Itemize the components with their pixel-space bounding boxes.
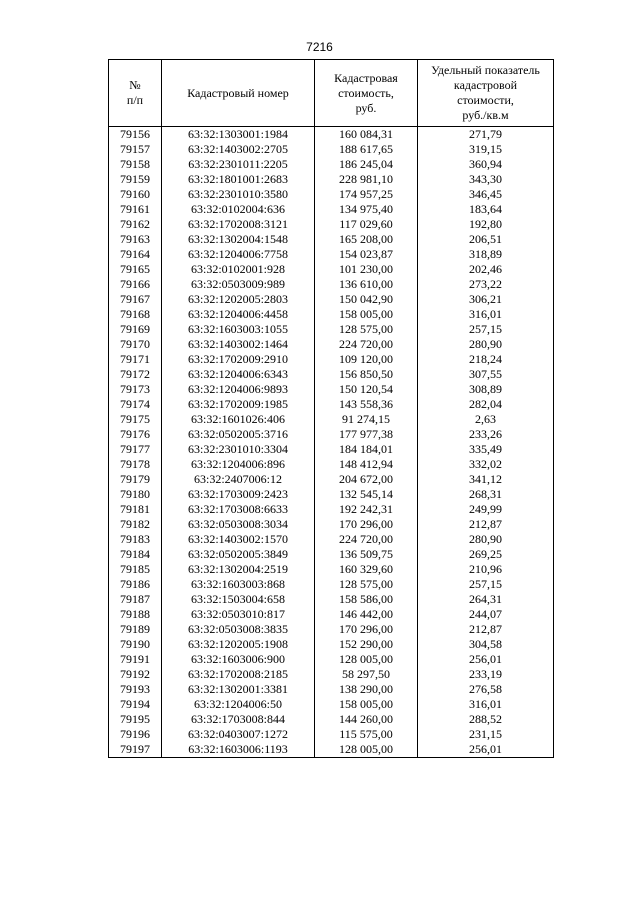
cadastral-value: 188 617,65 bbox=[315, 142, 418, 157]
cadastral-number: 63:32:1303001:1984 bbox=[162, 127, 315, 143]
cadastral-value: 170 296,00 bbox=[315, 517, 418, 532]
specific-indicator: 192,80 bbox=[418, 217, 554, 232]
row-number: 79187 bbox=[109, 592, 162, 607]
row-number: 79175 bbox=[109, 412, 162, 427]
row-number: 79184 bbox=[109, 547, 162, 562]
cadastral-number: 63:32:0503008:3034 bbox=[162, 517, 315, 532]
table-row bbox=[109, 502, 554, 517]
cadastral-value: 184 184,01 bbox=[315, 442, 418, 457]
specific-indicator: 288,52 bbox=[418, 712, 554, 727]
cadastral-value: 128 005,00 bbox=[315, 652, 418, 667]
cadastral-value: 192 242,31 bbox=[315, 502, 418, 517]
cadastral-value: 128 005,00 bbox=[315, 742, 418, 758]
table-row bbox=[109, 382, 554, 397]
specific-indicator: 319,15 bbox=[418, 142, 554, 157]
row-number: 79176 bbox=[109, 427, 162, 442]
row-number: 79159 bbox=[109, 172, 162, 187]
cadastral-number: 63:32:0403007:1272 bbox=[162, 727, 315, 742]
cadastral-number: 63:32:1702009:1985 bbox=[162, 397, 315, 412]
cadastral-value: 91 274,15 bbox=[315, 412, 418, 427]
specific-indicator: 257,15 bbox=[418, 577, 554, 592]
table-row bbox=[109, 397, 554, 412]
cadastral-value: 154 023,87 bbox=[315, 247, 418, 262]
cadastral-value: 186 245,04 bbox=[315, 157, 418, 172]
specific-indicator: 335,49 bbox=[418, 442, 554, 457]
table-row bbox=[109, 217, 554, 232]
table-row bbox=[109, 727, 554, 742]
specific-indicator: 244,07 bbox=[418, 607, 554, 622]
cadastral-number: 63:32:1603006:1193 bbox=[162, 742, 315, 758]
table-row bbox=[109, 562, 554, 577]
cadastral-number: 63:32:0503010:817 bbox=[162, 607, 315, 622]
table-row bbox=[109, 202, 554, 217]
cadastral-value: 228 981,10 bbox=[315, 172, 418, 187]
specific-indicator: 256,01 bbox=[418, 742, 554, 758]
specific-indicator: 206,51 bbox=[418, 232, 554, 247]
table-row bbox=[109, 187, 554, 202]
specific-indicator: 268,31 bbox=[418, 487, 554, 502]
row-number: 79165 bbox=[109, 262, 162, 277]
cadastral-number: 63:32:0102001:928 bbox=[162, 262, 315, 277]
row-number: 79160 bbox=[109, 187, 162, 202]
table-row bbox=[109, 577, 554, 592]
specific-indicator: 280,90 bbox=[418, 337, 554, 352]
row-number: 79194 bbox=[109, 697, 162, 712]
specific-indicator: 249,99 bbox=[418, 502, 554, 517]
specific-indicator: 316,01 bbox=[418, 307, 554, 322]
table-row bbox=[109, 607, 554, 622]
table-row bbox=[109, 637, 554, 652]
table-row bbox=[109, 457, 554, 472]
cadastral-value: 150 120,54 bbox=[315, 382, 418, 397]
row-number: 79197 bbox=[109, 742, 162, 758]
cadastral-value: 58 297,50 bbox=[315, 667, 418, 682]
cadastral-number: 63:32:1204006:896 bbox=[162, 457, 315, 472]
cadastral-number: 63:32:1603003:868 bbox=[162, 577, 315, 592]
row-number: 79191 bbox=[109, 652, 162, 667]
specific-indicator: 273,22 bbox=[418, 277, 554, 292]
cadastral-value: 109 120,00 bbox=[315, 352, 418, 367]
cadastral-value: 136 509,75 bbox=[315, 547, 418, 562]
table-row bbox=[109, 427, 554, 442]
cadastral-number: 63:32:1204006:7758 bbox=[162, 247, 315, 262]
row-number: 79195 bbox=[109, 712, 162, 727]
row-number: 79173 bbox=[109, 382, 162, 397]
cadastral-value: 144 260,00 bbox=[315, 712, 418, 727]
table-row bbox=[109, 547, 554, 562]
cadastral-value: 152 290,00 bbox=[315, 637, 418, 652]
row-number: 79178 bbox=[109, 457, 162, 472]
row-number: 79190 bbox=[109, 637, 162, 652]
row-number: 79186 bbox=[109, 577, 162, 592]
table-row bbox=[109, 307, 554, 322]
cadastral-number: 63:32:1204006:50 bbox=[162, 697, 315, 712]
row-number: 79185 bbox=[109, 562, 162, 577]
cadastral-value: 224 720,00 bbox=[315, 337, 418, 352]
specific-indicator: 332,02 bbox=[418, 457, 554, 472]
row-number: 79188 bbox=[109, 607, 162, 622]
table-row bbox=[109, 517, 554, 532]
cadastral-number: 63:32:1302004:1548 bbox=[162, 232, 315, 247]
specific-indicator: 316,01 bbox=[418, 697, 554, 712]
specific-indicator: 210,96 bbox=[418, 562, 554, 577]
row-number: 79158 bbox=[109, 157, 162, 172]
table-row bbox=[109, 667, 554, 682]
specific-indicator: 308,89 bbox=[418, 382, 554, 397]
cadastral-number: 63:32:2301011:2205 bbox=[162, 157, 315, 172]
table-row bbox=[109, 652, 554, 667]
specific-indicator: 346,45 bbox=[418, 187, 554, 202]
cadastral-value: 136 610,00 bbox=[315, 277, 418, 292]
row-number: 79181 bbox=[109, 502, 162, 517]
cadastral-value: 204 672,00 bbox=[315, 472, 418, 487]
row-number: 79180 bbox=[109, 487, 162, 502]
cadastral-value: 101 230,00 bbox=[315, 262, 418, 277]
specific-indicator: 183,64 bbox=[418, 202, 554, 217]
row-number: 79156 bbox=[109, 127, 162, 143]
table-row bbox=[109, 277, 554, 292]
cadastral-number: 63:32:1703008:6633 bbox=[162, 502, 315, 517]
cadastral-number: 63:32:1204006:9893 bbox=[162, 382, 315, 397]
table-row bbox=[109, 262, 554, 277]
cadastral-number: 63:32:1603006:900 bbox=[162, 652, 315, 667]
row-number: 79183 bbox=[109, 532, 162, 547]
table-header-row bbox=[109, 60, 554, 127]
row-number: 79167 bbox=[109, 292, 162, 307]
table-row bbox=[109, 682, 554, 697]
cadastral-number: 63:32:1702008:2185 bbox=[162, 667, 315, 682]
specific-indicator: 264,31 bbox=[418, 592, 554, 607]
table-row bbox=[109, 157, 554, 172]
table-row bbox=[109, 142, 554, 157]
cadastral-value: 156 850,50 bbox=[315, 367, 418, 382]
cadastral-number: 63:32:2301010:3304 bbox=[162, 442, 315, 457]
cadastral-value: 132 545,14 bbox=[315, 487, 418, 502]
cadastral-number: 63:32:1302004:2519 bbox=[162, 562, 315, 577]
table-row bbox=[109, 127, 554, 143]
cadastral-value: 160 084,31 bbox=[315, 127, 418, 143]
cadastral-value: 158 005,00 bbox=[315, 697, 418, 712]
row-number: 79172 bbox=[109, 367, 162, 382]
row-number: 79161 bbox=[109, 202, 162, 217]
cadastral-value: 143 558,36 bbox=[315, 397, 418, 412]
row-number: 79179 bbox=[109, 472, 162, 487]
cadastral-value: 158 005,00 bbox=[315, 307, 418, 322]
specific-indicator: 269,25 bbox=[418, 547, 554, 562]
table-row bbox=[109, 232, 554, 247]
specific-indicator: 307,55 bbox=[418, 367, 554, 382]
cadastral-number: 63:32:1403002:1570 bbox=[162, 532, 315, 547]
cadastral-value: 138 290,00 bbox=[315, 682, 418, 697]
cadastral-value: 128 575,00 bbox=[315, 322, 418, 337]
cadastral-number: 63:32:1202005:2803 bbox=[162, 292, 315, 307]
table-row bbox=[109, 532, 554, 547]
cadastral-number: 63:32:1702008:3121 bbox=[162, 217, 315, 232]
cadastral-number: 63:32:1703009:2423 bbox=[162, 487, 315, 502]
cadastral-number: 63:32:0502005:3716 bbox=[162, 427, 315, 442]
specific-indicator: 256,01 bbox=[418, 652, 554, 667]
cadastral-value: 150 042,90 bbox=[315, 292, 418, 307]
row-number: 79189 bbox=[109, 622, 162, 637]
cadastral-number: 63:32:1603003:1055 bbox=[162, 322, 315, 337]
cadastral-number: 63:32:1202005:1908 bbox=[162, 637, 315, 652]
cadastral-value: 117 029,60 bbox=[315, 217, 418, 232]
row-number: 79177 bbox=[109, 442, 162, 457]
cadastral-number: 63:32:1403002:1464 bbox=[162, 337, 315, 352]
row-number: 79192 bbox=[109, 667, 162, 682]
row-number: 79174 bbox=[109, 397, 162, 412]
row-number: 79193 bbox=[109, 682, 162, 697]
table-row bbox=[109, 622, 554, 637]
specific-indicator: 343,30 bbox=[418, 172, 554, 187]
row-number: 79170 bbox=[109, 337, 162, 352]
cadastral-value: 170 296,00 bbox=[315, 622, 418, 637]
cadastral-number: 63:32:0503008:3835 bbox=[162, 622, 315, 637]
cadastral-value: 174 957,25 bbox=[315, 187, 418, 202]
specific-indicator: 257,15 bbox=[418, 322, 554, 337]
row-number: 79162 bbox=[109, 217, 162, 232]
header-cadastral-value: Кадастровая стоимость, руб. bbox=[315, 60, 418, 127]
table-body bbox=[109, 127, 554, 758]
specific-indicator: 233,26 bbox=[418, 427, 554, 442]
table-row bbox=[109, 472, 554, 487]
specific-indicator: 276,58 bbox=[418, 682, 554, 697]
row-number: 79164 bbox=[109, 247, 162, 262]
cadastral-number: 63:32:1702009:2910 bbox=[162, 352, 315, 367]
specific-indicator: 282,04 bbox=[418, 397, 554, 412]
row-number: 79196 bbox=[109, 727, 162, 742]
table-row bbox=[109, 367, 554, 382]
cadastral-number: 63:32:1204006:6343 bbox=[162, 367, 315, 382]
specific-indicator: 212,87 bbox=[418, 517, 554, 532]
row-number: 79169 bbox=[109, 322, 162, 337]
cadastral-number: 63:32:0102004:636 bbox=[162, 202, 315, 217]
row-number: 79182 bbox=[109, 517, 162, 532]
specific-indicator: 306,21 bbox=[418, 292, 554, 307]
cadastral-number: 63:32:1302001:3381 bbox=[162, 682, 315, 697]
specific-indicator: 304,58 bbox=[418, 637, 554, 652]
header-specific-indicator: Удельный показатель кадастровой стоимости, руб./кв.м bbox=[418, 60, 554, 127]
table-row bbox=[109, 292, 554, 307]
cadastral-number: 63:32:2301010:3580 bbox=[162, 187, 315, 202]
row-number: 79171 bbox=[109, 352, 162, 367]
table-row bbox=[109, 742, 554, 758]
row-number: 79157 bbox=[109, 142, 162, 157]
cadastral-value: 160 329,60 bbox=[315, 562, 418, 577]
specific-indicator: 341,12 bbox=[418, 472, 554, 487]
table-row bbox=[109, 352, 554, 367]
row-number: 79166 bbox=[109, 277, 162, 292]
table-row bbox=[109, 322, 554, 337]
cadastral-value: 115 575,00 bbox=[315, 727, 418, 742]
table-row bbox=[109, 337, 554, 352]
cadastral-value: 224 720,00 bbox=[315, 532, 418, 547]
table-row bbox=[109, 712, 554, 727]
cadastral-number: 63:32:1703008:844 bbox=[162, 712, 315, 727]
specific-indicator: 318,89 bbox=[418, 247, 554, 262]
table-row bbox=[109, 247, 554, 262]
page-number: 7216 bbox=[306, 40, 333, 54]
specific-indicator: 280,90 bbox=[418, 532, 554, 547]
specific-indicator: 271,79 bbox=[418, 127, 554, 143]
row-number: 79168 bbox=[109, 307, 162, 322]
specific-indicator: 2,63 bbox=[418, 412, 554, 427]
specific-indicator: 218,24 bbox=[418, 352, 554, 367]
table-row bbox=[109, 592, 554, 607]
table-row bbox=[109, 412, 554, 427]
header-num: № п/п bbox=[109, 60, 162, 127]
table-row bbox=[109, 172, 554, 187]
table-row bbox=[109, 487, 554, 502]
table-row bbox=[109, 442, 554, 457]
table-row bbox=[109, 697, 554, 712]
header-cadastral-number: Кадастровый номер bbox=[162, 60, 315, 127]
cadastral-number: 63:32:1503004:658 bbox=[162, 592, 315, 607]
cadastral-number: 63:32:1403002:2705 bbox=[162, 142, 315, 157]
cadastral-value: 134 975,40 bbox=[315, 202, 418, 217]
cadastral-value: 148 412,94 bbox=[315, 457, 418, 472]
specific-indicator: 202,46 bbox=[418, 262, 554, 277]
cadastral-number: 63:32:1801001:2683 bbox=[162, 172, 315, 187]
cadastral-number: 63:32:1601026:406 bbox=[162, 412, 315, 427]
specific-indicator: 233,19 bbox=[418, 667, 554, 682]
cadastral-value: 128 575,00 bbox=[315, 577, 418, 592]
cadastral-table bbox=[108, 59, 554, 758]
specific-indicator: 360,94 bbox=[418, 157, 554, 172]
cadastral-number: 63:32:1204006:4458 bbox=[162, 307, 315, 322]
specific-indicator: 212,87 bbox=[418, 622, 554, 637]
cadastral-number: 63:32:2407006:12 bbox=[162, 472, 315, 487]
cadastral-number: 63:32:0503009:989 bbox=[162, 277, 315, 292]
cadastral-number: 63:32:0502005:3849 bbox=[162, 547, 315, 562]
cadastral-value: 165 208,00 bbox=[315, 232, 418, 247]
row-number: 79163 bbox=[109, 232, 162, 247]
cadastral-value: 177 977,38 bbox=[315, 427, 418, 442]
specific-indicator: 231,15 bbox=[418, 727, 554, 742]
cadastral-value: 146 442,00 bbox=[315, 607, 418, 622]
cadastral-value: 158 586,00 bbox=[315, 592, 418, 607]
